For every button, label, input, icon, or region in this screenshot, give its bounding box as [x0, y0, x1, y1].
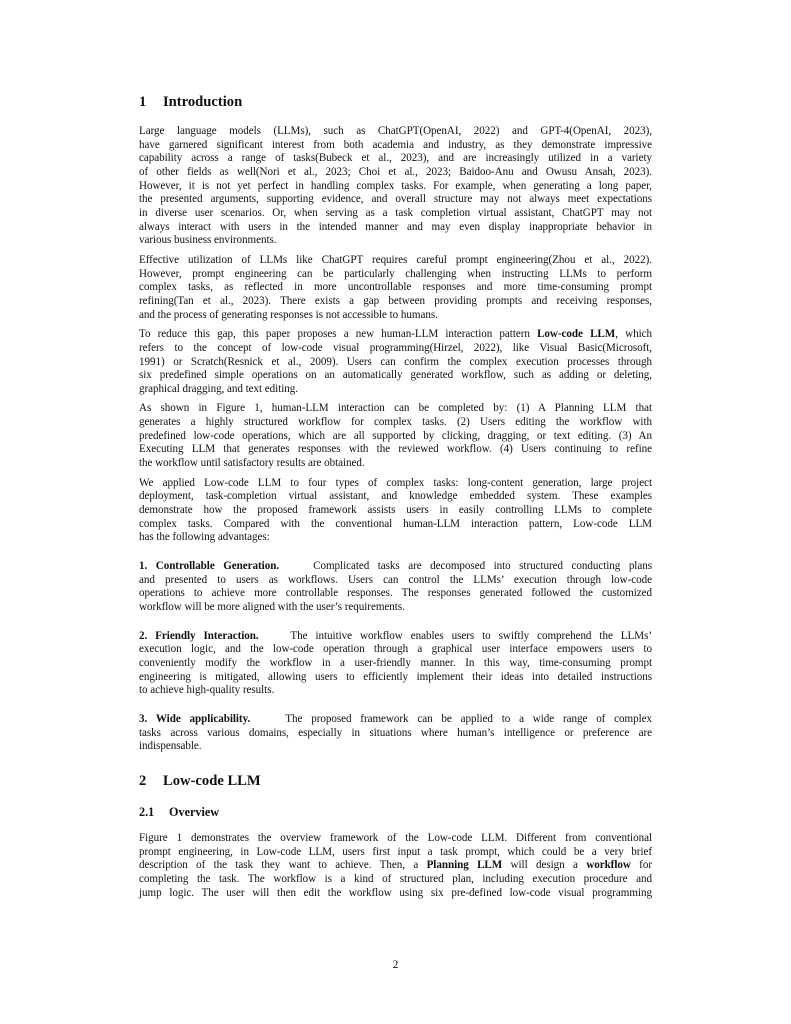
- text-run: The proposed framework can be applied to a wide range of complex: [285, 712, 653, 725]
- advantage-heading: 2. Friendly Interaction.: [139, 629, 259, 642]
- paper-page: [139, 92, 652, 900]
- text-line: conveniently modify the workflow in a user-friendly manner. In this way, time-consuming prompt: [139, 656, 652, 669]
- intro-paragraph-1: [139, 125, 652, 248]
- text-line: refers to the concept of low-code visual programming(Hirzel, 2022), like Visual Basic(Microsoft,: [139, 341, 652, 354]
- text-line: to achieve high-quality results.: [139, 684, 275, 697]
- section-number: 1: [139, 94, 147, 110]
- text-line: six predefined simple operations on an automatically generated workflow, such as adding or deleting,: [139, 369, 652, 382]
- text-line: various business environments.: [139, 234, 277, 247]
- text-line: Large language models (LLMs), such as ChatGPT(OpenAI, 2022) and GPT-4(OpenAI, 2023),: [139, 125, 652, 137]
- text-line: predefined low-code operations, which are all supported by clicking, dragging, or text editing. (3) An: [139, 429, 652, 442]
- text-line: [139, 630, 652, 644]
- advantage-controllable-generation: [139, 560, 652, 615]
- text-line: demonstrate how the proposed framework assists users in easily controlling LLMs to complete: [139, 504, 652, 517]
- text-line: We applied Low-code LLM to four types of complex tasks: long-content generation, large project: [139, 476, 652, 489]
- text-line: of other fields as well(Nori et al., 2023; Choi et al., 2023; Baidoo-Anu and Owusu Ansah, 2023).: [139, 165, 652, 178]
- text-line: complex tasks. Compared with the conventional human-LLM interaction pattern, Low-code LLM: [139, 517, 652, 530]
- section-title-text: Introduction: [163, 94, 243, 110]
- text-run: The intuitive workflow enables users to swiftly comprehend the LLMs’: [290, 629, 652, 642]
- text-line: complex tasks, as reflected in more uncontrollable responses and more time-consuming prompt: [139, 281, 652, 294]
- text-line: jump logic. The user will then edit the workflow using six pre-defined low-code visual programming: [139, 886, 652, 899]
- text-line: [139, 859, 652, 873]
- advantage-heading: 3. Wide applicability.: [139, 712, 251, 725]
- text-run: description of the task they want to achieve. Then, a: [139, 859, 427, 872]
- page-number: 2: [392, 959, 399, 971]
- text-run: will design a: [502, 859, 587, 872]
- text-line: However, prompt engineering can be particularly challenging when instructing LLMs to perform: [139, 267, 652, 280]
- section-number: 2: [139, 772, 147, 789]
- text-run: , which: [615, 328, 652, 341]
- text-line: [139, 560, 652, 574]
- text-line: indispensable.: [139, 740, 202, 753]
- text-line: workflow will be more aligned with the user’s requirements.: [139, 601, 405, 613]
- emphasis-workflow: workflow: [586, 859, 631, 872]
- text-line: the workflow until satisfactory results are obtained.: [139, 457, 365, 470]
- text-line: always interact with users in the intended manner and may even display inappropriate behavior in: [139, 220, 652, 233]
- intro-paragraph-5: [139, 477, 652, 545]
- text-line: the presented arguments, supporting evidence, and overall structure may not always meet expectations: [139, 193, 652, 206]
- text-line: [139, 713, 652, 727]
- text-line: and the process of generating responses is not accessible to humans.: [139, 308, 438, 321]
- text-line: execution logic, and the low-code operation through a graphical user interface empowers users to: [139, 643, 652, 656]
- text-line: [139, 328, 652, 342]
- text-line: Figure 1 demonstrates the overview framework of the Low-code LLM. Different from conventional: [139, 831, 652, 844]
- overview-paragraph: [139, 832, 652, 900]
- section-title-text: Low-code LLM: [163, 772, 261, 789]
- subsection-number: 2.1: [139, 804, 155, 819]
- text-line: graphical dragging, and text editing.: [139, 382, 298, 395]
- advantage-wide-applicability: [139, 713, 652, 754]
- subsection-title-text: Overview: [169, 804, 220, 819]
- text-run: Complicated tasks are decomposed into structured conducting plans: [313, 560, 652, 573]
- text-line: However, it is not yet perfect in handling complex tasks. For example, when generating a long paper,: [139, 179, 652, 192]
- text-line: capability across a range of tasks(Bubeck et al., 2023), and are increasingly utilized in a variety: [139, 152, 652, 165]
- section-heading-lowcode-llm: [139, 772, 652, 790]
- intro-paragraph-2: [139, 254, 652, 322]
- text-line: refining(Tan et al., 2023). There exists a gap between providing prompts and receiving responses,: [139, 294, 652, 307]
- emphasis-lowcode-llm: Low-code LLM: [537, 328, 616, 341]
- text-line: completing the task. The workflow is a kind of structured plan, including execution procedure and: [139, 872, 652, 885]
- text-line: and presented to users as workflows. Users can control the LLMs’ execution through low-code: [139, 573, 652, 586]
- intro-paragraph-3: [139, 328, 652, 396]
- text-line: deployment, task-completion virtual assistant, and knowledge embedded system. These examples: [139, 490, 652, 503]
- intro-paragraph-4: [139, 402, 652, 470]
- text-line: prompt engineering, in Low-code LLM, users first input a task prompt, which could be a very brief: [139, 845, 652, 858]
- advantage-heading: 1. Controllable Generation.: [139, 560, 280, 573]
- advantage-friendly-interaction: [139, 630, 652, 698]
- text-line: 1991) or Scratch(Resnick et al., 2009). Users can confirm the complex execution processes through: [139, 355, 652, 368]
- text-line: generates a highly structured workflow for complex tasks. (2) Users editing the workflow with: [139, 416, 652, 429]
- text-line: have garnered significant interest from both academia and industry, as they demonstrate impressive: [139, 138, 652, 151]
- text-line: Effective utilization of LLMs like ChatGPT requires careful prompt engineering(Zhou et al., 2022).: [139, 253, 652, 266]
- text-line: As shown in Figure 1, human-LLM interaction can be completed by: (1) A Planning LLM that: [139, 402, 652, 415]
- text-line: engineering is mitigated, allowing users to efficiently implement their ideas into detailed instructions: [139, 670, 652, 683]
- emphasis-planning-llm: Planning LLM: [426, 859, 503, 872]
- text-line: operations to achieve more controllable responses. The responses generated followed the customized: [139, 587, 652, 600]
- text-line: has the following advantages:: [139, 531, 270, 544]
- text-line: tasks across various domains, especially in situations where human’s intelligence or preference are: [139, 726, 652, 739]
- section-heading-introduction: [139, 93, 652, 111]
- text-line: in diverse user scenarios. Or, when serving as a task completion virtual assistant, ChatGPT may not: [139, 206, 652, 219]
- text-line: Executing LLM that generates responses with the reviewed workflow. (4) Users continuing to refine: [139, 443, 652, 456]
- subsection-heading-overview: [139, 804, 652, 820]
- text-run: To reduce this gap, this paper proposes a new human-LLM interaction pattern: [139, 328, 538, 341]
- text-run: for: [630, 859, 652, 872]
